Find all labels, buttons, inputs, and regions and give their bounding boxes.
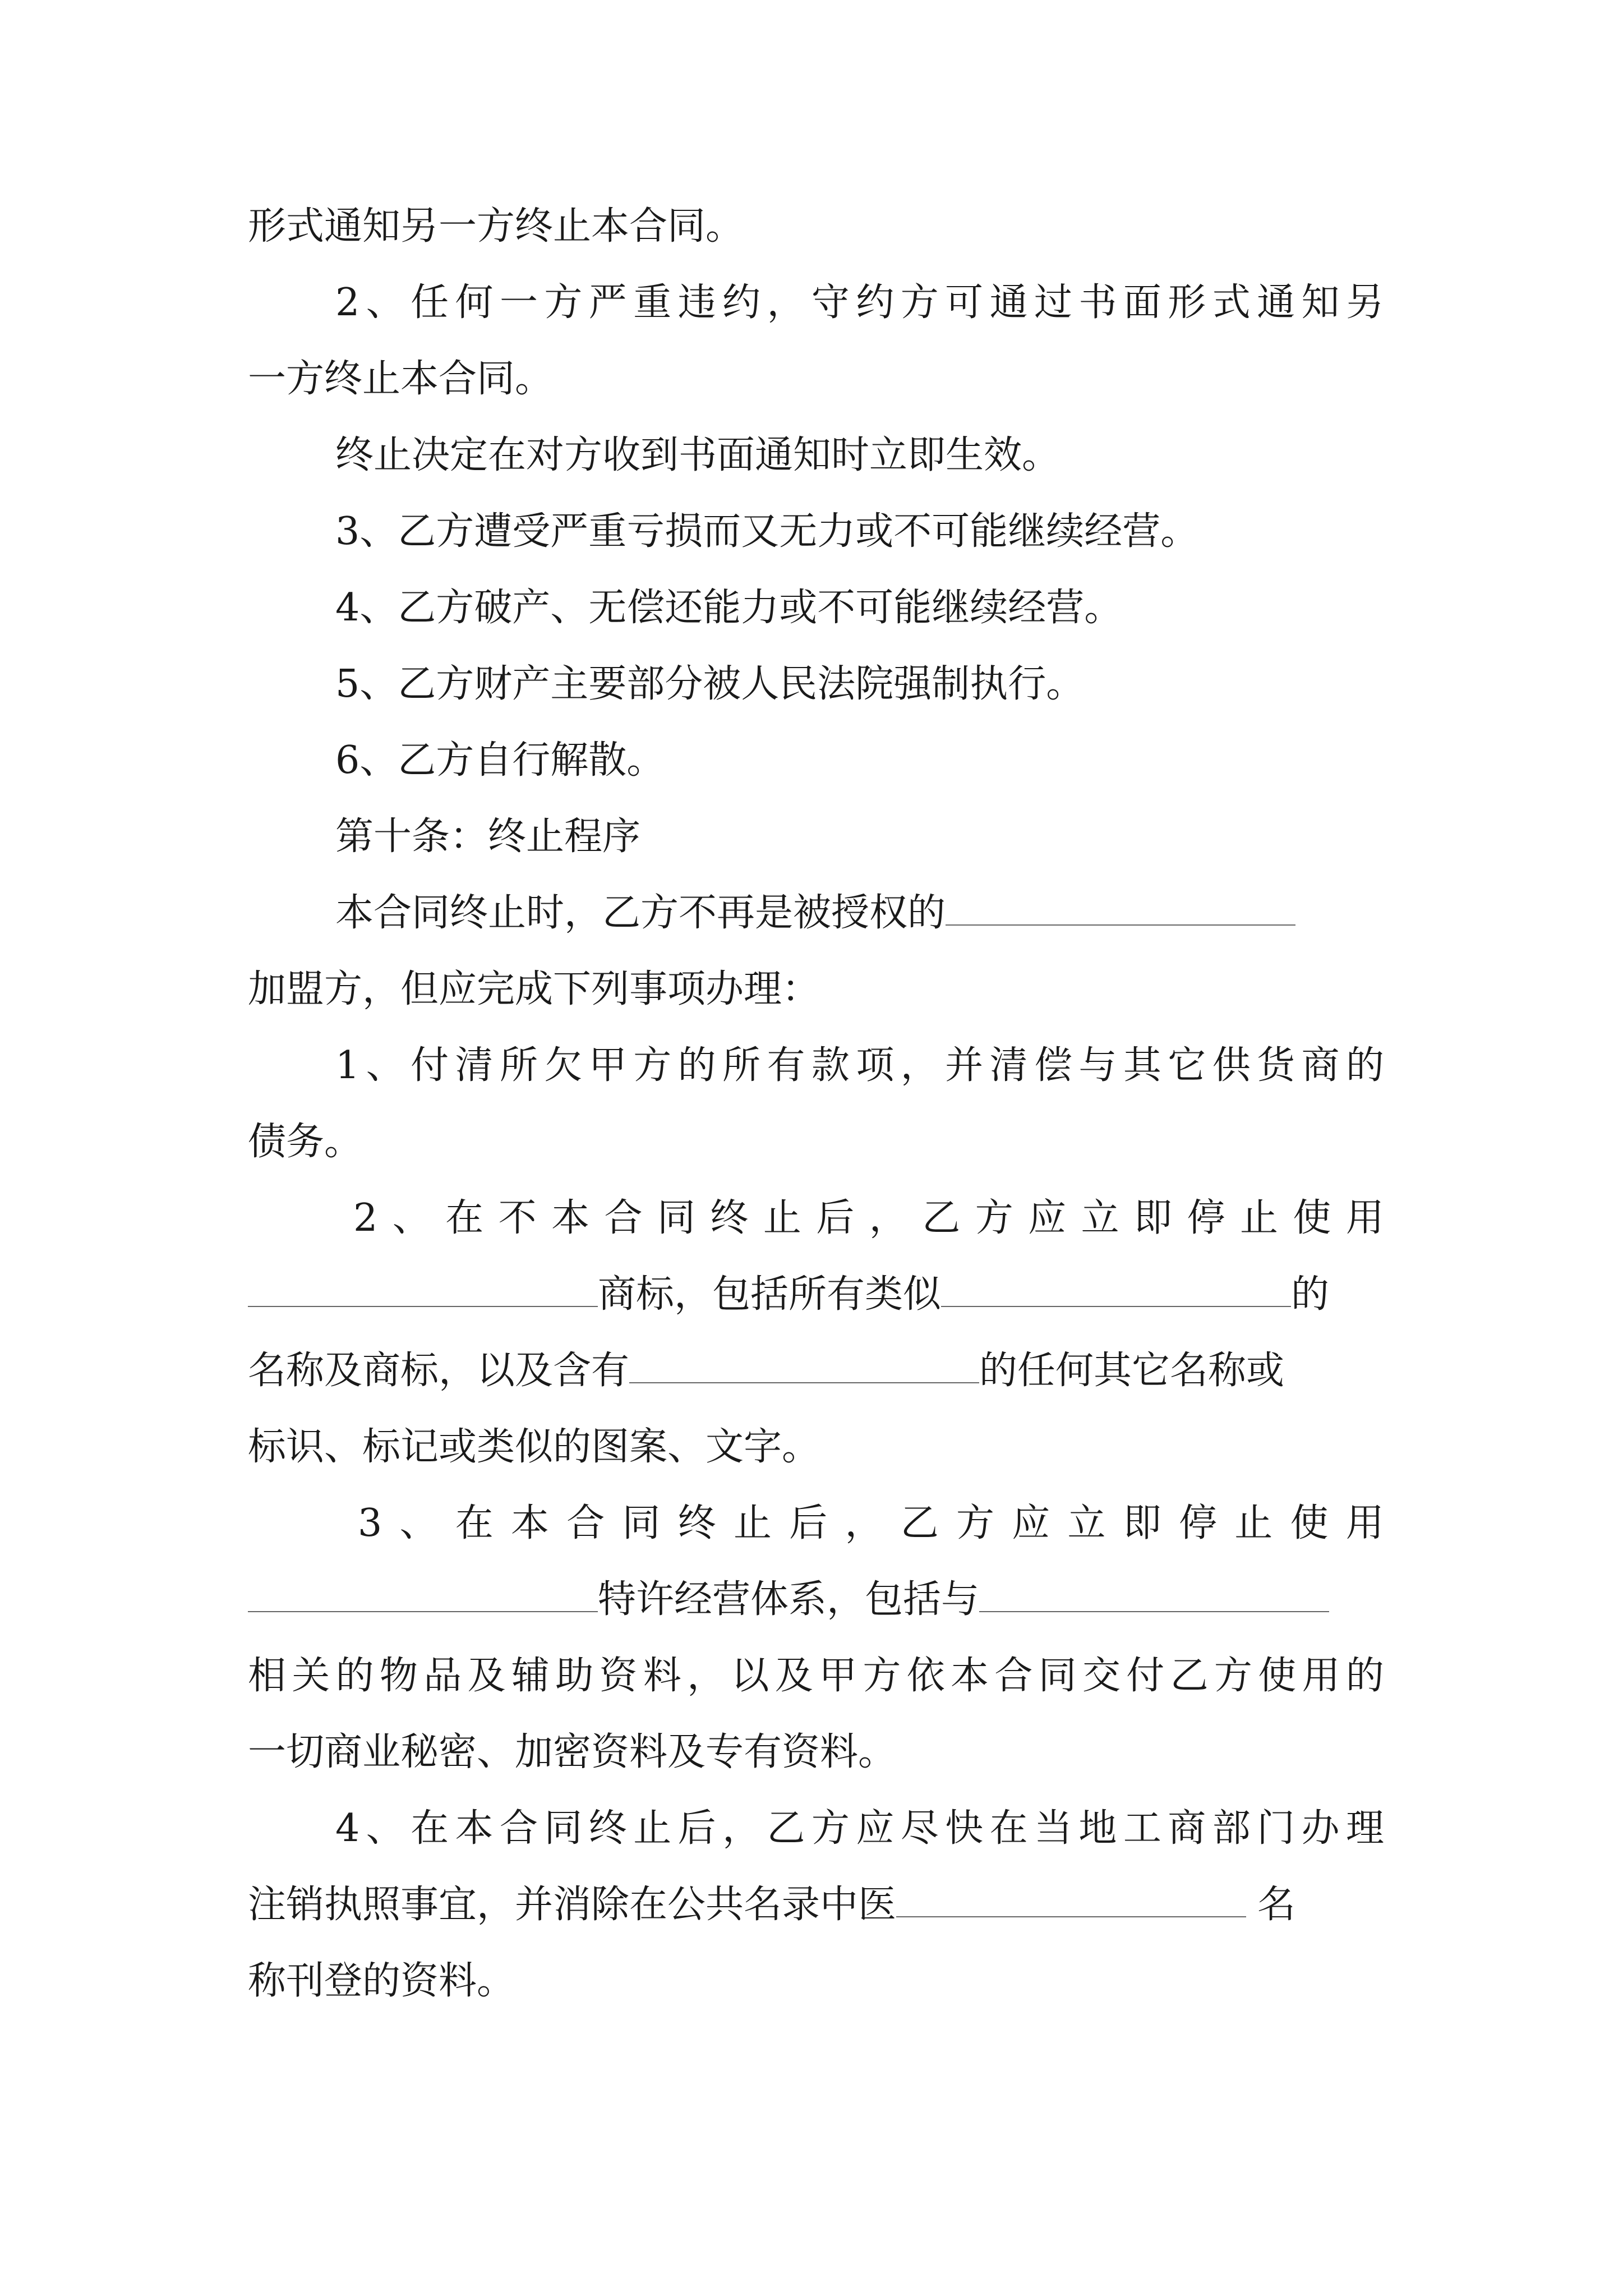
glyph: 严: [588, 280, 627, 325]
text-segment: 的: [1291, 1272, 1330, 1317]
glyph: ，: [722, 1806, 761, 1851]
glyph: 即: [1134, 1196, 1173, 1240]
glyph: 工: [1123, 1806, 1161, 1851]
text-line: [358, 1490, 1384, 1557]
glyph: 立: [1067, 1501, 1106, 1545]
glyph: 在: [455, 1501, 494, 1545]
text-line: [335, 1032, 1384, 1099]
glyph: 不: [498, 1196, 537, 1240]
glyph: 止: [734, 1501, 772, 1545]
glyph: 以: [731, 1654, 769, 1698]
glyph: 门: [1257, 1806, 1295, 1851]
text-line: 6、乙方自行解散。: [335, 738, 665, 783]
glyph: 商: [1301, 1043, 1340, 1088]
glyph: 式: [1212, 280, 1251, 325]
fill-blank: [248, 1267, 598, 1307]
glyph: 同: [657, 1196, 695, 1240]
glyph: ，: [869, 1196, 907, 1240]
glyph: 它: [1168, 1043, 1206, 1088]
glyph: 应: [1012, 1501, 1050, 1545]
text-segment: 特许经营体系，包括与: [598, 1577, 980, 1622]
text-line: 加盟方，但应完成下列事项办理：: [248, 967, 820, 1011]
glyph: 货: [1257, 1043, 1295, 1088]
glyph: 本: [951, 1654, 989, 1698]
glyph: 合: [994, 1654, 1033, 1698]
glyph: 相: [248, 1654, 287, 1698]
glyph: 应: [1028, 1196, 1067, 1240]
glyph: 约: [856, 280, 895, 325]
glyph: 乙: [767, 1806, 805, 1851]
glyph: 本: [455, 1806, 494, 1851]
glyph: 通: [1257, 280, 1295, 325]
glyph: ，: [900, 1043, 939, 1088]
glyph: 方: [633, 1043, 672, 1088]
text-line: 一方终止本合同。: [248, 357, 554, 401]
text-line: [248, 1871, 1295, 1939]
glyph: 止: [763, 1196, 801, 1240]
glyph: 项: [856, 1043, 895, 1088]
glyph: 、: [399, 1501, 438, 1545]
glyph: 终: [588, 1806, 627, 1851]
text-line: [248, 1261, 1384, 1328]
glyph: 理: [1345, 1806, 1384, 1851]
glyph: 使: [1293, 1196, 1331, 1240]
glyph: 的: [1345, 1043, 1384, 1088]
glyph: 、: [366, 1043, 404, 1088]
glyph: 同: [544, 1806, 583, 1851]
glyph: 甲: [819, 1654, 857, 1698]
glyph: 合: [566, 1501, 605, 1545]
glyph: 应: [856, 1806, 895, 1851]
glyph: 合: [604, 1196, 643, 1240]
glyph: 其: [1123, 1043, 1161, 1088]
glyph: 止: [1234, 1501, 1273, 1545]
glyph: 方: [975, 1196, 1013, 1240]
glyph: 使: [1290, 1501, 1329, 1545]
glyph: 止: [633, 1806, 672, 1851]
fill-blank: [946, 885, 1295, 926]
glyph: 停: [1179, 1501, 1218, 1545]
text-line: [248, 1337, 1284, 1405]
glyph: 形: [1168, 280, 1206, 325]
text-line: 终止决定在对方收到书面通知时立即生效。: [335, 433, 1061, 477]
glyph: 品: [423, 1654, 462, 1698]
text-line: [248, 1566, 1329, 1634]
glyph: 何: [455, 280, 494, 325]
glyph: 合: [499, 1806, 538, 1851]
text-line: 债务。: [248, 1120, 363, 1164]
glyph: 所: [722, 1043, 761, 1088]
glyph: 助: [555, 1654, 594, 1698]
glyph: 立: [1081, 1196, 1119, 1240]
glyph: 终: [677, 1501, 716, 1545]
glyph: 依: [906, 1654, 945, 1698]
glyph: 违: [677, 280, 716, 325]
glyph: 停: [1187, 1196, 1225, 1240]
glyph: 清: [989, 1043, 1028, 1088]
glyph: 快: [945, 1806, 984, 1851]
glyph: 交: [1082, 1654, 1121, 1698]
glyph: 有: [767, 1043, 805, 1088]
text-segment: 商标，包括所有类似: [598, 1272, 942, 1317]
glyph: 2: [353, 1196, 378, 1240]
glyph: 在: [989, 1806, 1028, 1851]
fill-blank: [896, 1877, 1246, 1917]
glyph: 止: [1239, 1196, 1278, 1240]
fill-blank: [941, 1267, 1291, 1307]
glyph: ，: [687, 1654, 726, 1698]
glyph: 使: [1258, 1654, 1297, 1698]
fill-blank: [248, 1572, 598, 1612]
glyph: 乙: [900, 1501, 939, 1545]
glyph: 用: [1302, 1654, 1340, 1698]
text-line: [335, 1795, 1384, 1862]
glyph: 知: [1301, 280, 1340, 325]
text-segment: 本合同终止时，乙方不再是被授权的: [335, 891, 946, 935]
glyph: 付: [1126, 1654, 1165, 1698]
glyph: 过: [1034, 280, 1073, 325]
glyph: 约: [722, 280, 761, 325]
section-heading: 第十条：终止程序: [335, 815, 641, 859]
glyph: 方: [544, 280, 583, 325]
glyph: 后: [677, 1806, 716, 1851]
glyph: 乙: [922, 1196, 961, 1240]
glyph: 乙: [1170, 1654, 1209, 1698]
glyph: 本: [551, 1196, 590, 1240]
glyph: 3: [358, 1501, 382, 1545]
glyph: 关: [292, 1654, 330, 1698]
text-segment: 注销执照事宜，并消除在公共名录中医: [248, 1883, 897, 1927]
glyph: 后: [789, 1501, 828, 1545]
glyph: 及: [774, 1654, 813, 1698]
glyph: 部: [1212, 1806, 1251, 1851]
glyph: 1: [335, 1043, 360, 1088]
glyph: 付: [411, 1043, 449, 1088]
glyph: 方: [900, 280, 939, 325]
glyph: 料: [643, 1654, 681, 1698]
glyph: 的: [677, 1043, 716, 1088]
text-segment: 的任何其它名称或: [979, 1349, 1285, 1393]
glyph: 欠: [544, 1043, 583, 1088]
glyph: 尽: [900, 1806, 939, 1851]
glyph: 同: [622, 1501, 661, 1545]
glyph: 一: [499, 280, 538, 325]
glyph: 、: [366, 1806, 404, 1851]
glyph: 本: [511, 1501, 550, 1545]
glyph: 方: [863, 1654, 901, 1698]
fill-blank: [979, 1572, 1329, 1612]
glyph: 甲: [588, 1043, 627, 1088]
glyph: 守: [811, 280, 850, 325]
text-line: 一切商业秘密、加密资料及专有资料。: [248, 1730, 897, 1774]
glyph: 当: [1034, 1806, 1073, 1851]
glyph: 方: [956, 1501, 995, 1545]
glyph: 商: [1168, 1806, 1206, 1851]
glyph: 2: [335, 280, 360, 325]
glyph: 地: [1078, 1806, 1117, 1851]
text-line: 称刊登的资料。: [248, 1959, 515, 2003]
fill-blank: [629, 1343, 979, 1383]
glyph: 方: [811, 1806, 850, 1851]
glyph: 用: [1345, 1501, 1384, 1545]
glyph: 与: [1078, 1043, 1117, 1088]
glyph: 面: [1123, 280, 1161, 325]
glyph: 通: [989, 280, 1028, 325]
text-line: [353, 1185, 1384, 1252]
glyph: 清: [455, 1043, 494, 1088]
glyph: 的: [1345, 1654, 1384, 1698]
glyph: 的: [335, 1654, 374, 1698]
glyph: 款: [811, 1043, 850, 1088]
glyph: 资: [599, 1654, 638, 1698]
text-segment: 名称及商标，以及含有: [248, 1349, 630, 1393]
glyph: 在: [445, 1196, 484, 1240]
glyph: 用: [1345, 1196, 1384, 1240]
text-line: [248, 1642, 1384, 1710]
glyph: 并: [945, 1043, 984, 1088]
text-line: 形式通知另一方终止本合同。: [248, 204, 744, 249]
glyph: 可: [945, 280, 984, 325]
glyph: 及: [467, 1654, 506, 1698]
glyph: 、: [366, 280, 404, 325]
text-line: 3、乙方遭受严重亏损而又无力或不可能继续经营。: [335, 509, 1199, 554]
glyph: 辅: [511, 1654, 550, 1698]
text-line: [335, 880, 1295, 947]
glyph: 所: [499, 1043, 538, 1088]
glyph: 偿: [1034, 1043, 1073, 1088]
text-line: [335, 269, 1384, 337]
text-line: 4、乙方破产、无偿还能力或不可能继续经营。: [335, 586, 1123, 630]
glyph: 办: [1301, 1806, 1340, 1851]
glyph: 物: [379, 1654, 418, 1698]
glyph: 方: [1214, 1654, 1252, 1698]
glyph: 后: [816, 1196, 855, 1240]
glyph: 终: [710, 1196, 749, 1240]
glyph: ，: [767, 280, 805, 325]
text-line: 标识、标记或类似的图案、文字。: [248, 1425, 820, 1469]
text-segment: 名: [1257, 1883, 1296, 1927]
glyph: 即: [1123, 1501, 1161, 1545]
glyph: 书: [1078, 280, 1117, 325]
glyph: 任: [411, 280, 449, 325]
glyph: 同: [1038, 1654, 1077, 1698]
glyph: 4: [335, 1806, 360, 1851]
glyph: 另: [1345, 280, 1384, 325]
glyph: ，: [845, 1501, 883, 1545]
glyph: 在: [411, 1806, 449, 1851]
glyph: 供: [1212, 1043, 1251, 1088]
glyph: 、: [392, 1196, 431, 1240]
text-line: 5、乙方财产主要部分被人民法院强制执行。: [335, 662, 1085, 706]
glyph: 重: [633, 280, 672, 325]
